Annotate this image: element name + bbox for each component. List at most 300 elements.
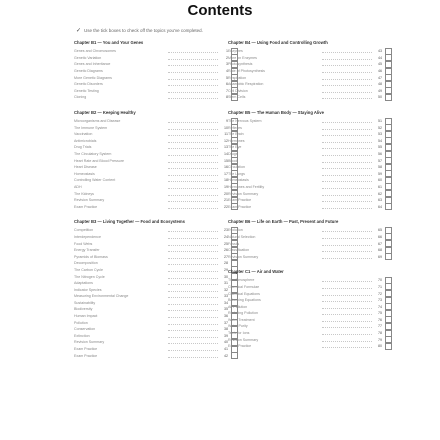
topic-title: Revision Summary bbox=[74, 340, 105, 345]
contents-row bbox=[228, 74, 392, 81]
topic-title: Revision Summary bbox=[228, 191, 259, 196]
contents-row bbox=[74, 293, 238, 300]
leader-dots bbox=[168, 327, 218, 331]
page-number: 79 bbox=[378, 337, 382, 342]
leader-dots bbox=[322, 178, 372, 182]
page-number: 12 bbox=[224, 138, 228, 143]
leader-dots bbox=[322, 132, 372, 136]
contents-row bbox=[228, 247, 392, 254]
leader-dots bbox=[168, 334, 218, 338]
chapter-heading: Chapter B1 — You and Your Genes bbox=[74, 40, 144, 45]
contents-row bbox=[74, 68, 238, 75]
page-number: 76 bbox=[378, 317, 382, 322]
contents-row bbox=[74, 227, 238, 234]
page-number: 70 bbox=[378, 278, 382, 283]
topic-title: Exam Practice bbox=[74, 204, 98, 209]
topic-title: Microorganisms and Disease bbox=[74, 119, 121, 124]
contents-row bbox=[74, 306, 238, 313]
contents-row bbox=[74, 164, 238, 171]
contents-row bbox=[74, 352, 238, 359]
topic-title: Homeostasis bbox=[74, 171, 95, 176]
topic-title: Heart Disease bbox=[74, 165, 97, 170]
leader-dots bbox=[322, 242, 372, 246]
checkmark-icon: ✓ bbox=[76, 28, 82, 34]
leader-dots bbox=[322, 235, 372, 239]
page-number: 66 bbox=[378, 234, 382, 239]
topic-title: Pyramids of Biomass bbox=[74, 254, 108, 259]
chapter-section bbox=[228, 110, 392, 210]
contents-row bbox=[228, 157, 392, 164]
topic-title: Hormones and Fertility bbox=[228, 184, 265, 189]
topic-title: Antimicrobials bbox=[74, 138, 97, 143]
topic-title: Indicator Species bbox=[74, 287, 102, 292]
topic-title: Exam Practice bbox=[228, 344, 252, 349]
leader-dots bbox=[168, 301, 218, 305]
page-number: 22 bbox=[224, 204, 228, 209]
leader-dots bbox=[322, 159, 372, 163]
page-number: 17 bbox=[224, 171, 228, 176]
contents-row bbox=[74, 253, 238, 260]
leader-dots bbox=[168, 185, 218, 189]
leader-dots bbox=[168, 235, 218, 239]
page-number: 72 bbox=[378, 291, 382, 296]
leader-dots bbox=[322, 82, 372, 86]
page-number: 43 bbox=[378, 49, 382, 54]
topic-title: Respiration bbox=[228, 75, 247, 80]
topic-title: Genetic Testing bbox=[74, 88, 99, 93]
topic-title: Tests for Ions bbox=[228, 331, 250, 336]
topic-title: The Circulatory System bbox=[74, 152, 112, 157]
topic-title: Controlling Water Content bbox=[74, 178, 116, 183]
leader-dots bbox=[168, 228, 218, 232]
leader-dots bbox=[322, 62, 372, 66]
page-number: 34 bbox=[224, 300, 228, 305]
topic-title: Interdependence bbox=[74, 234, 101, 239]
leader-dots bbox=[322, 311, 372, 315]
contents-row bbox=[74, 240, 238, 247]
topic-title: Anaerobic Respiration bbox=[228, 82, 264, 87]
leader-dots bbox=[322, 89, 372, 93]
page-number: 51 bbox=[378, 119, 382, 124]
contents-row bbox=[228, 184, 392, 191]
page-number: 68 bbox=[378, 248, 382, 253]
page-number: 63 bbox=[378, 198, 382, 203]
topic-title: Natural Selection bbox=[228, 234, 256, 239]
page-number: 69 bbox=[378, 254, 382, 259]
page-number: 73 bbox=[378, 298, 382, 303]
contents-row bbox=[228, 151, 392, 158]
leader-dots bbox=[168, 314, 218, 318]
instruction bbox=[76, 27, 203, 34]
leader-dots bbox=[168, 82, 218, 86]
leader-dots bbox=[168, 62, 218, 66]
topic-title: Chemical Equations bbox=[228, 291, 260, 296]
topic-title: The Lungs bbox=[228, 171, 245, 176]
leader-dots bbox=[168, 152, 218, 156]
leader-dots bbox=[168, 192, 218, 196]
leader-dots bbox=[168, 159, 218, 163]
leader-dots bbox=[322, 126, 372, 130]
topic-title: Genes and Chromosomes bbox=[74, 49, 116, 54]
chapter-heading: Chapter B6 — Life on Earth — Past, Present and Future bbox=[228, 219, 339, 225]
page-number: 54 bbox=[378, 138, 382, 143]
page-number: 7 bbox=[226, 88, 228, 93]
contents-row bbox=[228, 227, 392, 234]
page-number: 37 bbox=[224, 320, 228, 325]
topic-title: Exam Practice bbox=[74, 347, 98, 352]
chapter-heading: Chapter B2 — Keeping Healthy bbox=[74, 109, 136, 115]
contents-row bbox=[228, 297, 392, 304]
leader-dots bbox=[322, 95, 372, 99]
leader-dots bbox=[322, 331, 372, 335]
leader-dots bbox=[322, 292, 372, 296]
tick-box[interactable] bbox=[385, 253, 392, 260]
topic-title: The Immune System bbox=[74, 125, 108, 130]
leader-dots bbox=[168, 205, 218, 209]
contents-row bbox=[74, 177, 238, 184]
page-number: 36 bbox=[224, 314, 228, 319]
topic-title: Conservation bbox=[74, 327, 96, 332]
contents-row bbox=[74, 55, 238, 62]
leader-dots bbox=[322, 305, 372, 309]
leader-dots bbox=[168, 126, 218, 130]
topic-title: Reflexes bbox=[228, 125, 242, 130]
contents-row bbox=[228, 118, 392, 125]
chapter-section bbox=[228, 219, 392, 260]
leader-dots bbox=[322, 324, 372, 328]
page-number: 42 bbox=[224, 353, 228, 358]
topic-title: Drug Trials bbox=[74, 145, 92, 150]
page-number: 67 bbox=[378, 241, 382, 246]
leader-dots bbox=[168, 172, 218, 176]
contents-row bbox=[74, 171, 238, 178]
chapter-section bbox=[74, 40, 238, 101]
leader-dots bbox=[322, 49, 372, 53]
page-number: 14 bbox=[224, 152, 228, 157]
page-number: 21 bbox=[224, 198, 228, 203]
leader-dots bbox=[168, 89, 218, 93]
contents-row bbox=[228, 290, 392, 297]
topic-title: Food Webs bbox=[74, 241, 93, 246]
contents-row bbox=[228, 164, 392, 171]
page-number: 30 bbox=[224, 274, 228, 279]
contents-row bbox=[228, 253, 392, 260]
leader-dots bbox=[322, 278, 372, 282]
topic-title: Genetic Diagrams bbox=[74, 69, 103, 74]
leader-dots bbox=[168, 248, 218, 252]
contents-row bbox=[228, 124, 392, 131]
contents-row bbox=[228, 81, 392, 88]
topic-title: Photosynthesis bbox=[228, 62, 253, 67]
leader-dots bbox=[168, 354, 218, 358]
instruction-text: Use the tick boxes to check off the topics you've completed. bbox=[84, 28, 203, 33]
topic-title: Circulation bbox=[228, 165, 245, 170]
page-number: 35 bbox=[224, 307, 228, 312]
page-number: 49 bbox=[378, 88, 382, 93]
topic-title: Hormones bbox=[228, 138, 245, 143]
topic-title: Energy Transfer bbox=[74, 248, 100, 253]
leader-dots bbox=[322, 298, 372, 302]
page-number: 40 bbox=[224, 340, 228, 345]
leader-dots bbox=[322, 198, 372, 202]
leader-dots bbox=[168, 281, 218, 285]
page-number: 29 bbox=[224, 267, 228, 272]
leader-dots bbox=[168, 165, 218, 169]
topic-title: The Nervous System bbox=[228, 119, 262, 124]
leader-dots bbox=[168, 69, 218, 73]
chapter-section bbox=[228, 269, 392, 350]
page-number: 28 bbox=[224, 261, 228, 266]
contents-row bbox=[228, 284, 392, 291]
page-number: 65 bbox=[378, 228, 382, 233]
page-number: 33 bbox=[224, 294, 228, 299]
topic-title: Genetic Variation bbox=[74, 55, 102, 60]
page-number: 39 bbox=[224, 333, 228, 338]
page-number: 77 bbox=[378, 324, 382, 329]
contents-row bbox=[228, 88, 392, 95]
topic-title: Water Treatment bbox=[228, 317, 255, 322]
leader-dots bbox=[322, 318, 372, 322]
page-number: 48 bbox=[378, 82, 382, 87]
tick-box[interactable] bbox=[385, 343, 392, 350]
contents-row bbox=[74, 286, 238, 293]
leader-dots bbox=[322, 76, 372, 80]
chapter-section bbox=[74, 219, 238, 359]
leader-dots bbox=[168, 49, 218, 53]
contents-row bbox=[74, 260, 238, 267]
contents-row bbox=[74, 184, 238, 191]
leader-dots bbox=[322, 205, 372, 209]
topic-title: ADH bbox=[74, 184, 82, 189]
page-number: 10 bbox=[224, 125, 228, 130]
page-number: 4 bbox=[226, 69, 228, 74]
page-number: 61 bbox=[378, 184, 382, 189]
page-number: 8 bbox=[226, 95, 228, 100]
leader-dots bbox=[322, 255, 372, 259]
page-number: 38 bbox=[224, 327, 228, 332]
contents-row bbox=[74, 151, 238, 158]
leader-dots bbox=[322, 285, 372, 289]
page-number: 20 bbox=[224, 191, 228, 196]
topic-title: Air Pollution bbox=[228, 304, 248, 309]
topic-title: Chemical Formulae bbox=[228, 284, 260, 289]
contents-row bbox=[74, 203, 238, 210]
contents-row bbox=[74, 138, 238, 145]
leader-dots bbox=[168, 56, 218, 60]
topic-title: Exam Practice bbox=[228, 198, 252, 203]
page-number: 24 bbox=[224, 234, 228, 239]
topic-title: More Genetic Diagrams bbox=[74, 75, 112, 80]
page-number: 32 bbox=[224, 287, 228, 292]
page-number: 13 bbox=[224, 145, 228, 150]
contents-row bbox=[228, 55, 392, 62]
contents-row bbox=[74, 124, 238, 131]
topic-title: Measuring Environmental Change bbox=[74, 294, 129, 299]
page-number: 6 bbox=[226, 82, 228, 87]
contents-row bbox=[228, 317, 392, 324]
leader-dots bbox=[322, 192, 372, 196]
contents-row bbox=[228, 203, 392, 210]
contents-row bbox=[74, 88, 238, 95]
topic-title: Pollution bbox=[74, 320, 88, 325]
leader-dots bbox=[322, 228, 372, 232]
contents-row bbox=[228, 144, 392, 151]
topic-title: Rate of Photosynthesis bbox=[228, 69, 265, 74]
page-number: 71 bbox=[378, 284, 382, 289]
contents-row bbox=[74, 74, 238, 81]
chapter-heading: Chapter B4 — Using Food and Controlling Growth bbox=[228, 40, 328, 45]
leader-dots bbox=[168, 307, 218, 311]
chapter-heading: Chapter B3 — Living Together — Food and Ecosystems bbox=[74, 219, 185, 225]
page-number: 41 bbox=[224, 347, 228, 352]
topic-title: Revision Summary bbox=[228, 254, 259, 259]
contents-row bbox=[74, 280, 238, 287]
topic-title: Revision Summary bbox=[74, 198, 105, 203]
leader-dots bbox=[168, 294, 218, 298]
contents-row bbox=[74, 48, 238, 55]
topic-title: The Brain bbox=[228, 132, 244, 137]
topic-title: Genetic Disorders bbox=[74, 82, 103, 87]
contents-column-left bbox=[74, 40, 238, 368]
contents-row bbox=[74, 131, 238, 138]
contents-row bbox=[228, 138, 392, 145]
contents-row bbox=[228, 68, 392, 75]
leader-dots bbox=[168, 255, 218, 259]
leader-dots bbox=[168, 132, 218, 136]
leader-dots bbox=[322, 119, 372, 123]
page-number: 52 bbox=[378, 125, 382, 130]
topic-title: Classification bbox=[228, 248, 250, 253]
page-number: 11 bbox=[224, 132, 228, 137]
page-number: 23 bbox=[224, 228, 228, 233]
leader-dots bbox=[168, 340, 218, 344]
page-number: 50 bbox=[378, 95, 382, 100]
contents-row bbox=[228, 240, 392, 247]
topic-title: Sustainability bbox=[74, 300, 96, 305]
contents-row bbox=[228, 61, 392, 68]
page-number: 19 bbox=[224, 184, 228, 189]
chapter-heading: Chapter C1 — Air and Water bbox=[228, 269, 284, 275]
page-number: 25 bbox=[224, 241, 228, 246]
topic-title: Decomposition bbox=[74, 261, 98, 266]
topic-title: Cloning bbox=[74, 95, 87, 100]
page-number: 26 bbox=[224, 248, 228, 253]
chapter-section bbox=[74, 110, 238, 210]
leader-dots bbox=[322, 248, 372, 252]
page-number: 53 bbox=[378, 132, 382, 137]
contents-row bbox=[74, 313, 238, 320]
contents-row bbox=[74, 267, 238, 274]
page-number: 27 bbox=[224, 254, 228, 259]
leader-dots bbox=[322, 344, 372, 348]
contents-row bbox=[228, 336, 392, 343]
page-number: 46 bbox=[378, 69, 382, 74]
topic-title: Exam Practice bbox=[228, 204, 252, 209]
tick-box[interactable] bbox=[385, 203, 392, 210]
leader-dots bbox=[168, 288, 218, 292]
topic-title: Blood bbox=[228, 158, 238, 163]
page-number: 62 bbox=[378, 191, 382, 196]
contents-row bbox=[74, 61, 238, 68]
page-number: 55 bbox=[378, 145, 382, 150]
topic-title: Water Purity bbox=[228, 324, 248, 329]
topic-title: Heart Rate and Blood Pressure bbox=[74, 158, 124, 163]
leader-dots bbox=[322, 69, 372, 73]
chapter-section bbox=[228, 40, 392, 101]
topic-title: The Nitrogen Cycle bbox=[74, 274, 105, 279]
page-number: 3 bbox=[226, 62, 228, 67]
contents-row bbox=[74, 273, 238, 280]
leader-dots bbox=[168, 261, 218, 265]
topic-title: Exam Practice bbox=[74, 353, 98, 358]
contents-row bbox=[228, 197, 392, 204]
contents-column-right bbox=[228, 40, 392, 359]
contents-row bbox=[74, 234, 238, 241]
leader-dots bbox=[322, 185, 372, 189]
page-number: 9 bbox=[226, 119, 228, 124]
contents-row bbox=[228, 343, 392, 350]
leader-dots bbox=[322, 139, 372, 143]
page-number: 64 bbox=[378, 204, 382, 209]
topic-title: Evolution bbox=[228, 228, 243, 233]
topic-title: The Atmosphere bbox=[228, 278, 255, 283]
contents-row bbox=[74, 346, 238, 353]
contents-row bbox=[228, 131, 392, 138]
contents-row bbox=[228, 94, 392, 101]
leader-dots bbox=[168, 268, 218, 272]
contents-row bbox=[228, 177, 392, 184]
page-number: 18 bbox=[224, 178, 228, 183]
topic-title: Drugs bbox=[228, 152, 238, 157]
topic-title: Cell Division bbox=[228, 88, 248, 93]
leader-dots bbox=[322, 56, 372, 60]
chapter-heading: Chapter B5 — The Human Body — Staying Alive bbox=[228, 109, 324, 115]
leader-dots bbox=[168, 76, 218, 80]
topic-title: The Carbon Cycle bbox=[74, 267, 103, 272]
page-number: 2 bbox=[226, 55, 228, 60]
topic-title: Genes and Inheritance bbox=[74, 62, 111, 67]
leader-dots bbox=[168, 275, 218, 279]
topic-title: The Kidneys bbox=[74, 191, 94, 196]
leader-dots bbox=[322, 338, 372, 342]
page-number: 56 bbox=[378, 152, 382, 157]
contents-row bbox=[228, 330, 392, 337]
contents-row bbox=[74, 326, 238, 333]
topic-title: Human Impact bbox=[74, 314, 98, 319]
contents-row bbox=[228, 171, 392, 178]
page-number: 44 bbox=[378, 55, 382, 60]
page-number: 45 bbox=[378, 62, 382, 67]
contents-row bbox=[74, 144, 238, 151]
topic-title: Adaptations bbox=[74, 281, 93, 286]
contents-row bbox=[228, 310, 392, 317]
leader-dots bbox=[322, 152, 372, 156]
page-number: 78 bbox=[378, 331, 382, 336]
contents-row bbox=[74, 319, 238, 326]
topic-title: Competition bbox=[74, 228, 94, 233]
leader-dots bbox=[168, 321, 218, 325]
leader-dots bbox=[168, 242, 218, 246]
tick-box[interactable] bbox=[385, 94, 392, 101]
contents-row bbox=[74, 300, 238, 307]
topic-title: Biodiversity bbox=[74, 307, 93, 312]
topic-title: Enzymes bbox=[228, 49, 243, 54]
leader-dots bbox=[168, 145, 218, 149]
contents-row bbox=[74, 190, 238, 197]
page-number: 47 bbox=[378, 75, 382, 80]
contents-row bbox=[74, 157, 238, 164]
leader-dots bbox=[168, 178, 218, 182]
